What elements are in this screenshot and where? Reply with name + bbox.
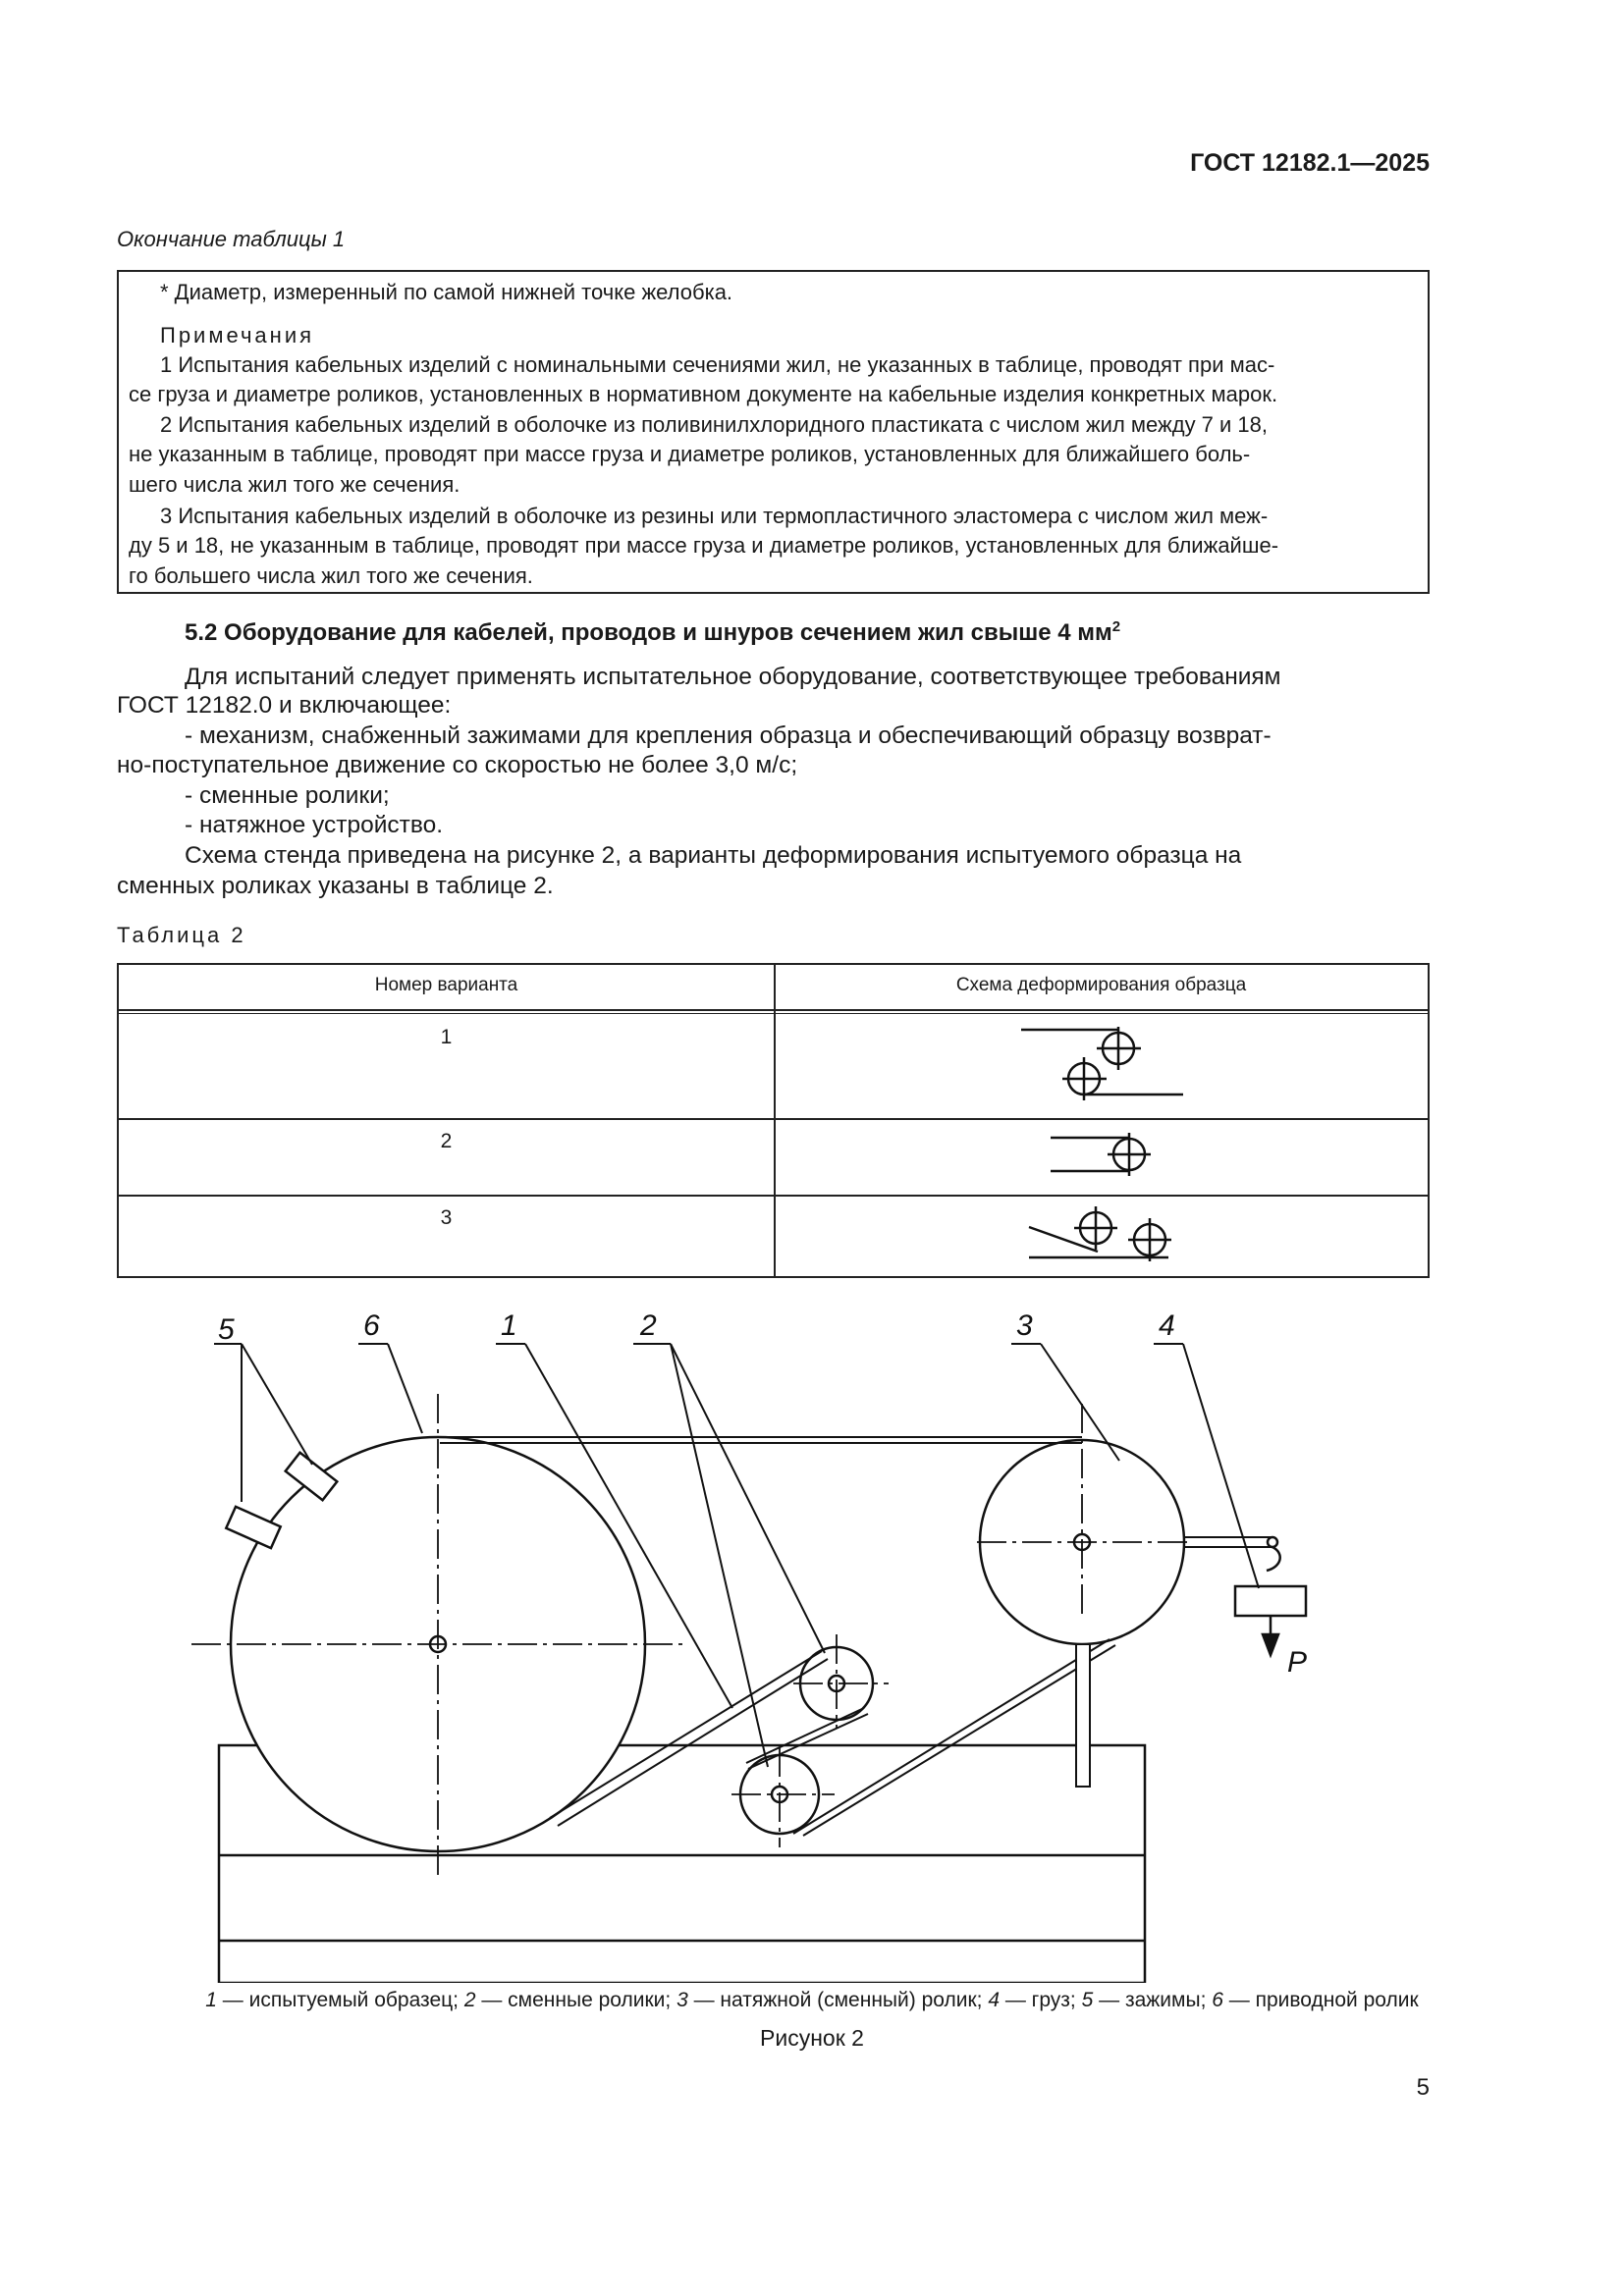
- force-label: P: [1287, 1646, 1308, 1679]
- body-line: Для испытаний следует применять испытательное оборудование, соответствующее требованиям: [185, 664, 1281, 690]
- body-line: сменных роликах указаны в таблице 2.: [117, 873, 554, 899]
- table-continuation-label: Окончание таблицы 1: [117, 227, 346, 251]
- table2-caption: Таблица 2: [117, 923, 246, 947]
- body-line: ГОСТ 12182.0 и включающее:: [117, 692, 452, 719]
- scheme-variant-3: [1029, 1206, 1171, 1261]
- note-line: 2 Испытания кабельных изделий в оболочке из поливинилхлоридного пластиката с числом жил между 7 и 18,: [160, 412, 1269, 437]
- weight: [1235, 1586, 1306, 1616]
- body-line: - сменные ролики;: [185, 782, 390, 809]
- footnote: * Диаметр, измеренный по самой нижней точке желобка.: [160, 280, 733, 304]
- document-number: ГОСТ 12182.1—2025: [1190, 149, 1430, 177]
- section-heading: 5.2 Оборудование для кабелей, проводов и шнуров сечением жил свыше 4 $мм^2$: [185, 618, 1121, 646]
- body-line: Схема стенда приведена на рисунке 2, а варианты деформирования испытуемого образца на: [185, 842, 1242, 869]
- figure-label: 4: [1159, 1309, 1175, 1342]
- note-line: шего числа жил того же сечения.: [129, 472, 460, 497]
- figure-legend: 1 — испытуемый образец; 2 — сменные ролики; 3 — натяжной (сменный) ролик; 4 — груз; 5 — зажимы; 6 — приводной ролик: [205, 1989, 1419, 2011]
- body-line: но-поступательное движение со скоростью не более 3,0 м/с;: [117, 752, 798, 778]
- notes-heading: Примечания: [160, 323, 315, 347]
- table-row-variant-number: 2: [440, 1130, 453, 1152]
- table2-header-scheme: Схема деформирования образца: [955, 975, 1247, 995]
- table-row-variant-number: 1: [440, 1026, 453, 1048]
- note-line: не указанным в таблице, проводят при массе груза и диаметре роликов, установленных для ближайшего боль-: [129, 442, 1251, 466]
- table2-header-variant: Номер варианта: [374, 975, 518, 995]
- figure-label: 1: [501, 1309, 517, 1342]
- figure-label: 6: [363, 1309, 380, 1342]
- force-arrow-icon: [1263, 1634, 1278, 1655]
- note-line: ду 5 и 18, не указанным в таблице, проводят при массе груза и диаметре роликов, установленных для ближайше-: [129, 533, 1279, 558]
- note-line: 3 Испытания кабельных изделий в оболочке из резины или термопластичного эластомера с числом жил меж-: [160, 504, 1269, 528]
- note-line: се груза и диаметре роликов, установленных в нормативном документе на кабельные изделия конкретных марок.: [129, 382, 1278, 406]
- figure-label: 3: [1016, 1309, 1033, 1342]
- figure-caption: Рисунок 2: [760, 2025, 864, 2051]
- scheme-variant-1: [1021, 1027, 1183, 1100]
- clamp: [226, 1507, 280, 1548]
- figure-2-test-stand: [0, 1296, 1624, 1983]
- body-line: - механизм, снабженный зажимами для крепления образца и обеспечивающий образцу возврат-: [185, 722, 1272, 749]
- note-line: го большего числа жил того же сечения.: [129, 563, 533, 588]
- figure-label: 2: [640, 1309, 657, 1342]
- scheme-variant-2: [1051, 1133, 1151, 1176]
- page-number: 5: [1416, 2074, 1430, 2101]
- table-row-variant-number: 3: [440, 1206, 453, 1229]
- note-line: 1 Испытания кабельных изделий с номинальными сечениями жил, не указанных в таблице, проводят при мас-: [160, 352, 1275, 377]
- body-line: - натяжное устройство.: [185, 812, 444, 838]
- figure-label: 5: [218, 1313, 235, 1346]
